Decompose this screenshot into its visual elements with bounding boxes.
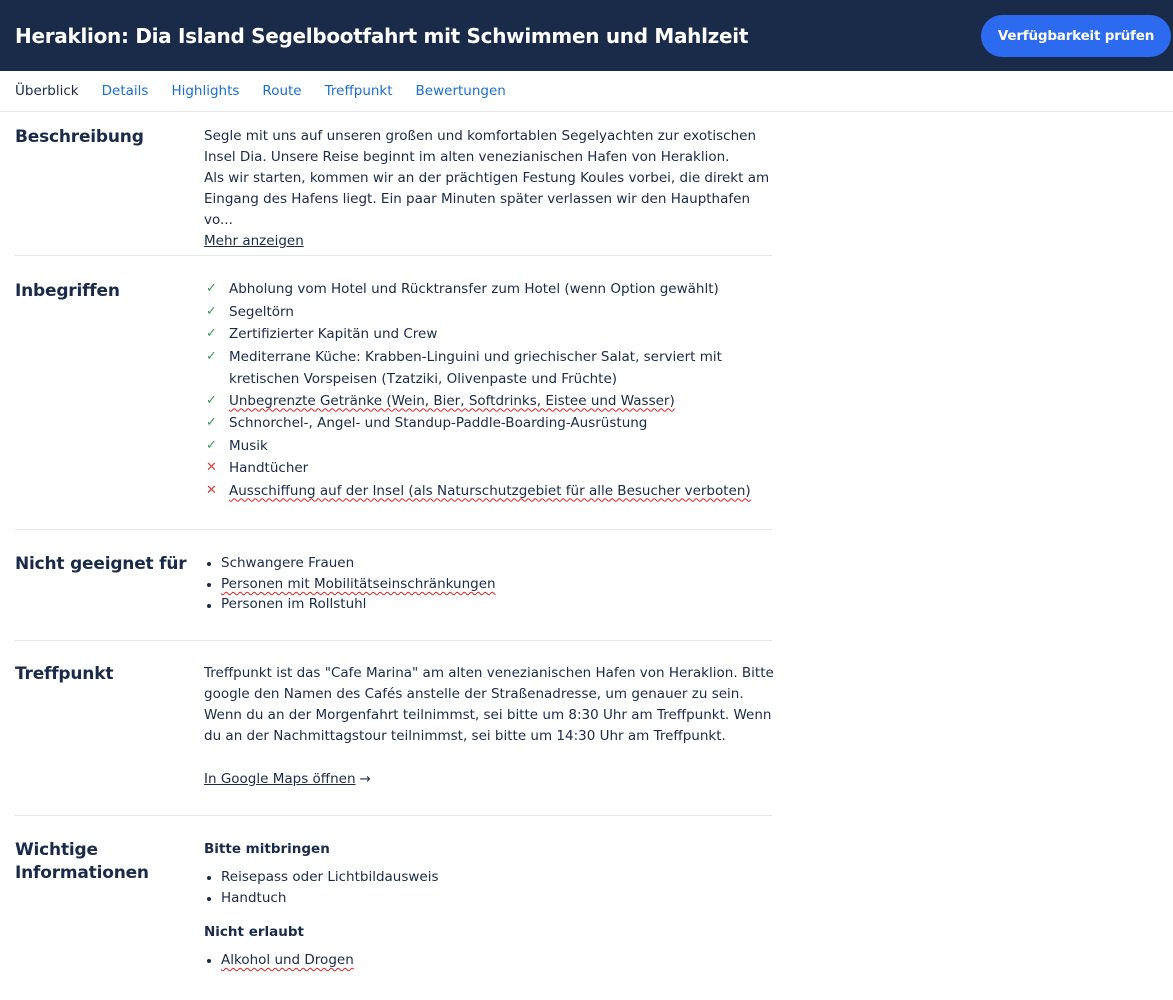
important-info-content [204,839,774,971]
not-suitable-section [15,553,772,623]
meeting-point-heading: Treffpunkt [15,664,114,684]
page-title: Heraklion: Dia Island Segelbootfahrt mit Schwimmen und Mahlzeit [15,23,749,48]
check-availability-button[interactable]: Verfügbarkeit prüfen [981,15,1171,57]
meeting-point-section [15,663,772,798]
check-icon: ✓ [206,281,217,296]
important-info-section [15,839,772,999]
list-item: ✓ Musik [204,435,774,458]
list-item: Handtuch [204,888,774,909]
forbidden-title: Nicht erlaubt [204,924,304,940]
cross-icon: ✕ [206,460,217,475]
description-section [15,126,772,249]
meeting-point-text: Treffpunkt ist das "Cafe Marina" am alten venezianischen Hafen von Heraklion. Bitte google den Namen des Cafés anstelle der Straßenadresse, um genauer zu sein. Wenn du an der Morgenfahrt teilnimmst, sei bitte um 8:30 Uhr am Treffpunkt. Wenn du an der Nachmittagstour teilnimmst, sei bitte um 14:30 Uhr am Treffpunkt. [204,665,774,744]
list-item: ✓ Schnorchel-, Angel- und Standup-Paddle-Boarding-Ausrüstung [204,412,774,435]
list-item: Personen im Rollstuhl [204,595,774,613]
divider [15,255,772,256]
section-tabs [0,71,1173,112]
important-info-heading: Wichtige Informationen [15,840,149,883]
list-item: Schwangere Frauen [204,553,774,574]
check-icon: ✓ [206,348,217,364]
list-item: Reisepass oder Lichtbildausweis [204,867,774,888]
description-content [204,126,774,252]
check-icon: ✓ [206,437,217,453]
divider [15,815,772,816]
bring-title: Bitte mitbringen [204,841,330,857]
check-icon: ✓ [206,415,217,430]
tab-reviews[interactable]: Bewertungen [415,83,506,99]
bring-list [204,867,774,909]
tab-details[interactable]: Details [101,83,149,99]
list-item: ✕ Handtücher [204,457,774,480]
description-paragraph-2: Als wir starten, kommen wir an der prächtigen Festung Koules vorbei, die direkt am Eingang des Hafens liegt. Ein paar Minuten später verlassen wir den Haupthafen vo... [204,170,770,228]
forbidden-list [204,950,774,971]
not-suitable-heading: Nicht geeignet für [15,554,187,574]
list-item: Alkohol und Drogen [204,950,774,971]
google-maps-link[interactable]: In Google Maps öffnen [204,771,356,787]
top-bar [0,0,1173,71]
list-item: ✕ Ausschiffung auf der Insel (als Naturschutzgebiet für alle Besucher verboten) [204,480,774,503]
list-item: Personen mit Mobilitätseinschränkungen [204,574,774,595]
arrow-right-icon: → [359,771,371,787]
meeting-point-content [204,663,774,790]
divider [15,529,772,530]
cross-icon: ✕ [206,482,217,498]
list-item: ✓ Zertifizierter Kapitän und Crew [204,323,774,346]
tab-meeting-point[interactable]: Treffpunkt [324,83,393,99]
list-item: ✓ Segeltörn [204,301,774,324]
list-item: ✓ Abholung vom Hotel und Rücktransfer zum Hotel (wenn Option gewählt) [204,278,774,301]
tab-route[interactable]: Route [262,83,302,99]
not-suitable-list [204,553,774,613]
check-icon: ✓ [206,326,217,341]
tab-overview[interactable]: Überblick [15,83,79,99]
list-item: ✓ Unbegrenzte Getränke (Wein, Bier, Softdrinks, Eistee und Wasser) [204,390,774,413]
included-list [204,278,774,502]
check-icon: ✓ [206,303,217,319]
included-heading: Inbegriffen [15,281,120,301]
divider [15,640,772,641]
list-item: ✓ Mediterrane Küche: Krabben-Linguini und griechischer Salat, serviert mit kretischen Vorspeisen (Tzatziki, Olivenpaste und Früchte) [204,346,774,390]
included-content [204,278,774,502]
show-more-link[interactable]: Mehr anzeigen [204,233,304,249]
tab-highlights[interactable]: Highlights [171,83,240,99]
maps-link-row[interactable] [204,769,774,790]
description-heading: Beschreibung [15,127,144,147]
included-section [15,280,772,510]
not-suitable-content [204,553,774,613]
check-icon: ✓ [206,392,217,408]
description-paragraph-1: Segle mit uns auf unseren großen und komfortablen Segelyachten zur exotischen Insel Dia. Unsere Reise beginnt im alten venezianischen Hafen von Heraklion. [204,128,756,165]
